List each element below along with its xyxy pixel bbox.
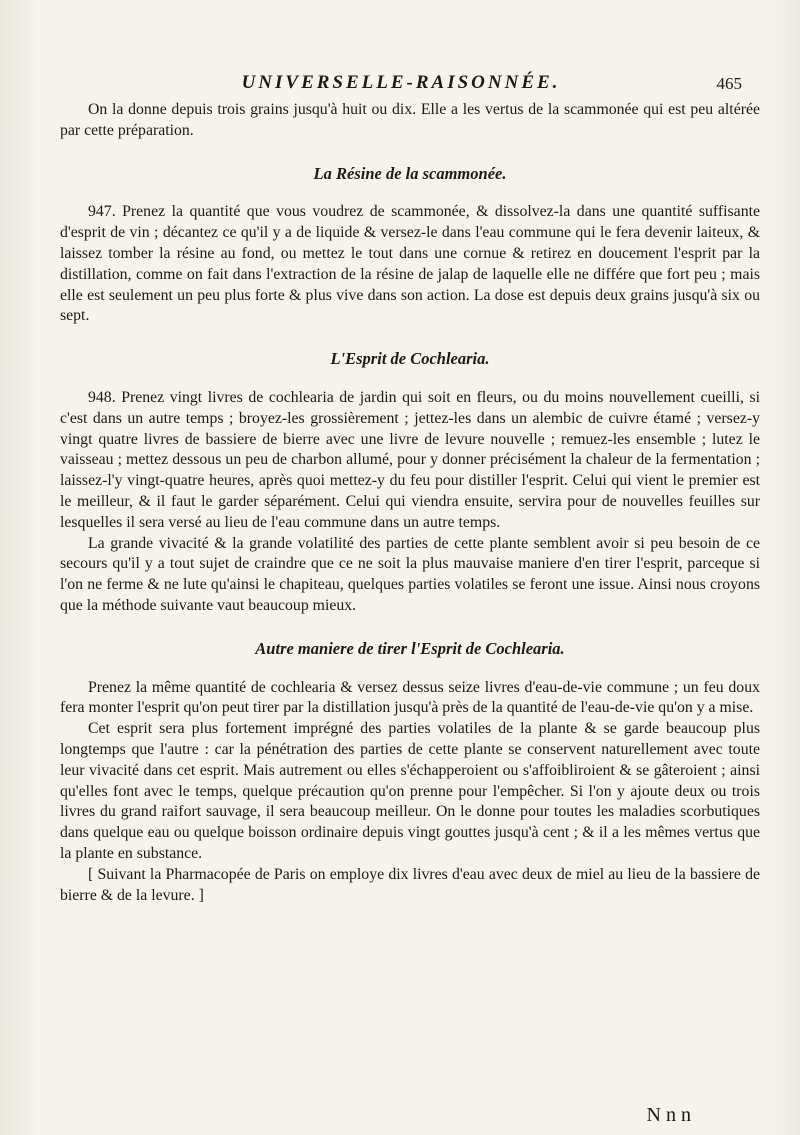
- paragraph-spirit: Cet esprit sera plus fortement imprégné des parties volatiles de la plante & se garde beaucoup plus longtemps que l'autre : car la pénétration des parties de cette plante se conservent naturellement avec toute leur vivacité dans cet esprit. Mais autrement ou elles s'échapperoient ou s'affoibliroient & se gâteroient ; ainsi qu'elles font avec le temps, quelque précaution qu'on prenne pour l'empêcher. Si l'on y ajoute deux ou trois livres du grand raifort sauvage, il sera beaucoup meilleur. On le donne pour toutes les maladies scorbutiques dans quelque eau ou quelque boisson ordinaire depuis vingt gouttes jusqu'à cent ; & il a les mêmes vertus que la plante en substance.: [60, 720, 760, 862]
- section-heading-autre-maniere: Autre maniere de tirer l'Esprit de Cochlearia.: [255, 638, 565, 658]
- paragraph-method: Prenez la même quantité de cochlearia & versez dessus seize livres d'eau-de-vie commune ; un feu doux fera monter l'esprit qu'on peut tirer par la distillation jusqu'à près de la quantité de l'eau-de-vie qu'on y a mise.: [60, 678, 760, 717]
- paragraph-volatility: La grande vivacité & la grande volatilité des parties de cette plante semblent avoir si peu besoin de ce secours qu'il y a tout sujet de craindre que ce ne soit la plus mauvaise maniere d'en tirer l'esprit, parceque si l'on ne ferme & ne lute qu'ainsi le chapiteau, quelques parties volatiles se feront une issue. Ainsi nous croyons que la méthode suivante vaut beaucoup mieux.: [60, 534, 760, 614]
- page-number: 465: [716, 74, 742, 93]
- page-body: [60, 100, 760, 906]
- section-heading-esprit-cochlearia: L'Esprit de Cochlearia.: [330, 349, 490, 369]
- paragraph-948: 948. Prenez vingt livres de cochlearia de jardin qui soit en fleurs, ou du moins nouvellement cueilli, si c'est dans un autre temps ; broyez-les grossièrement ; jettez-les dans un alembic de cuivre étamé ; versez-y vingt quatre livres de bassiere de bierre avec une livre de levure nouvelle ; remuez-les ensemble ; lutez le vaisseau ; mettez dessous un peu de charbon allumé, pour y donner précisément la chaleur de la fermentation ; laissez-l'y vingt-quatre heures, après quoi mettez-y du feu pour distiller l'esprit. Celui qui vient le premier est le meilleur, & il faut le garder séparément. Celui qui viendra ensuite, servira pour de nouvelles feuilles sur lesquelles il sera versé au lieu de l'eau commune dans un autre temps.: [60, 388, 760, 531]
- page-header: [60, 72, 742, 102]
- section-heading-resine: La Résine de la scammonée.: [313, 163, 507, 183]
- paragraph-pharmacopee: [ Suivant la Pharmacopée de Paris on employe dix livres d'eau avec deux de miel au lieu de la bassiere de bierre & de la levure. ]: [60, 865, 760, 904]
- intro-paragraph: On la donne depuis trois grains jusqu'à huit ou dix. Elle a les vertus de la scammonée qui est peu altérée par cette préparation.: [60, 101, 760, 139]
- running-head: UNIVERSELLE-RAISONNÉE.: [241, 72, 561, 93]
- signature-mark: Nnn: [646, 1104, 696, 1126]
- page-footer: [0, 1104, 800, 1128]
- paragraph-947: 947. Prenez la quantité que vous voudrez de scammonée, & dissolvez-la dans une quantité suffisante d'esprit de vin ; décantez ce qu'il y a de liquide & versez-le dans l'eau commune qui le fera devenir laiteux, & laissez tomber la résine au fond, ou mettez le tout dans une cornue & retirez en doucement l'esprit par la distillation, comme on fait dans l'extraction de la résine de jalap de laquelle elle ne différe que fort peu ; mais elle est seulement un peu plus forte & plus vive dans son action. La dose est depuis deux grains jusqu'à six ou sept.: [60, 203, 760, 325]
